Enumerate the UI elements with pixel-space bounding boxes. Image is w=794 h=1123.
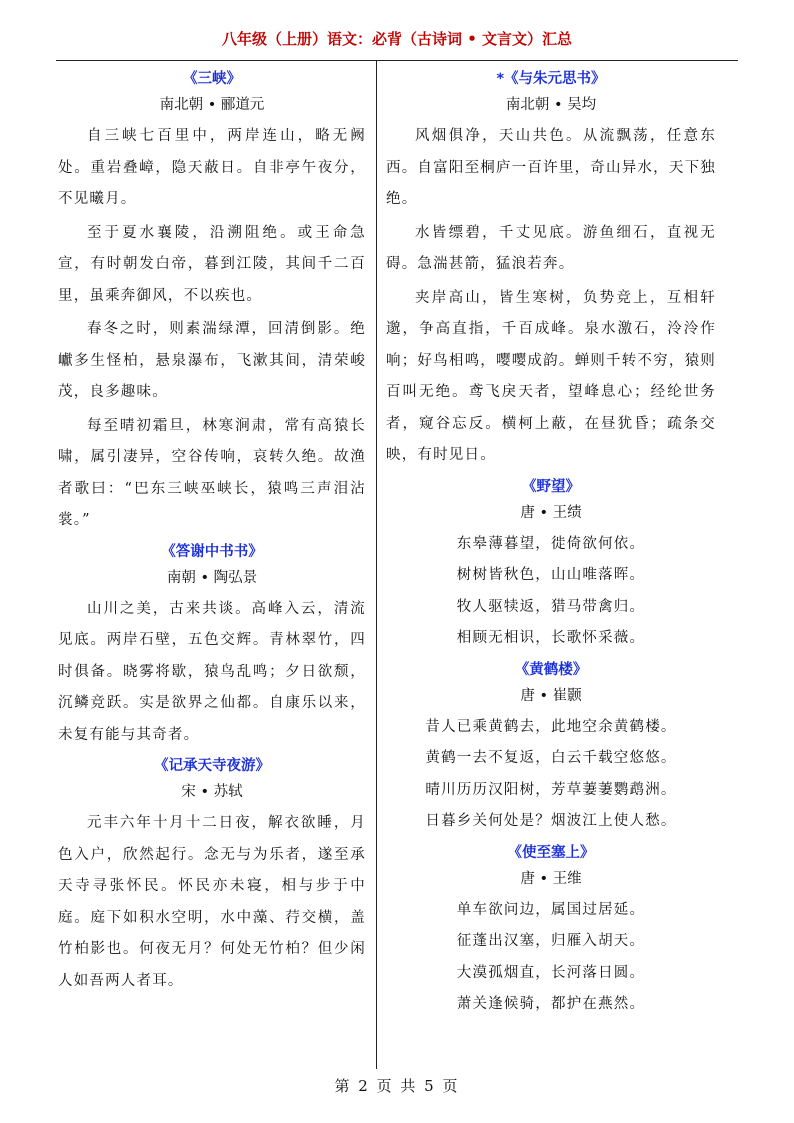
section-daxie <box>58 539 366 752</box>
header-rule <box>56 60 738 61</box>
section-title: 《记承天寺夜游》 <box>154 758 270 774</box>
section-author: 宋 • 苏轼 <box>181 784 243 800</box>
section-author: 南北朝 • 郦道元 <box>159 97 265 113</box>
poem-line: 晴川历历汉阳树，芳草萋萋鹦鹉洲。 <box>425 781 677 798</box>
section-author: 南北朝 • 吴均 <box>505 97 597 113</box>
poem-line: 征蓬出汉塞，归雁入胡天。 <box>456 933 646 949</box>
paragraph: 风烟俱净，天山共色。从流飘荡，任意东西。自富阳至桐庐一百许里，奇山异水，天下独绝。 <box>386 128 716 207</box>
poem-line: 日暮乡关何处是？烟波江上使人愁。 <box>425 813 677 829</box>
section-author: 唐 • 崔颢 <box>520 687 582 704</box>
poem-line: 东皋薄暮望，徙倚欲何依。 <box>456 535 646 552</box>
poem-line: 单车欲问边，属国过居延。 <box>456 901 646 918</box>
section-title: 《使至塞上》 <box>507 844 595 861</box>
poem-line: 牧人驱犊返，猎马带禽归。 <box>456 598 646 615</box>
section-huanghelou <box>386 657 716 838</box>
paragraph: 至于夏水襄陵，沿溯阻绝。或王命急宣，有时朝发白帝，暮到江陵，其间千二百里，虽乘奔御风，不以疾也。 <box>58 224 366 304</box>
section-author: 南朝 • 陶弘景 <box>166 569 258 586</box>
column-divider <box>376 61 377 1069</box>
section-title: 《答谢中书书》 <box>161 543 263 560</box>
paragraph: 水皆缥碧，千丈见底。游鱼细石，直视无碍。急湍甚箭，猛浪若奔。 <box>386 224 716 272</box>
poem-line: 大漠孤烟直，长河落日圆。 <box>456 964 646 981</box>
page-header-title: 八年级（上册）语文：必背（古诗词 • 文言文）汇总 <box>221 30 573 48</box>
section-zhuyuansi <box>386 66 716 472</box>
section-author: 唐 • 王绩 <box>520 504 582 521</box>
right-column <box>386 66 716 1023</box>
section-chengtian <box>58 753 366 997</box>
paragraph: 自三峡七百里中，两岸连山，略无阙处。重岩叠嶂，隐天蔽日。自非亭午夜分，不见曦月。 <box>58 128 366 207</box>
left-column <box>58 66 366 999</box>
paragraph: 山川之美，古来共谈。高峰入云，清流见底。两岸石壁，五色交辉。青林翠竹，四时俱备。晓雾将歇，猿鸟乱鸣；夕日欲颓，沉鳞竞跃。实是欲界之仙都。自康乐以来，未复有能与其奇者。 <box>58 600 366 743</box>
paragraph: 夹岸高山，皆生寒树，负势竞上，互相轩邈，争高直指，千百成峰。泉水激石，泠泠作响；好鸟相鸣，嘤嘤成韵。蝉则千转不穷，猿则百叫无绝。鸢飞戾天者，望峰息心；经纶世务者，窥谷忘反。横柯上蔽，在昼犹昏；疏条交映，有时见日。 <box>386 289 716 463</box>
paragraph: 春冬之时，则素湍绿潭，回清倒影。绝巘多生怪柏，悬泉瀑布，飞漱其间，清荣峻茂，良多趣味。 <box>58 321 366 400</box>
section-title: *《与朱元思书》 <box>496 71 606 87</box>
section-sanxia <box>58 66 366 537</box>
poem-line: 黄鹤一去不复返，白云千载空悠悠。 <box>425 750 677 766</box>
paragraph: 元丰六年十月十二日夜，解衣欲睡，月色入户，欣然起行。念无与为乐者，遂至承天寺寻张怀民。怀民亦未寝，相与步于中庭。庭下如积水空明，水中藻、荇交横，盖竹柏影也。何夜无月？何处无竹柏？但少闲人如吾两人者耳。 <box>58 815 366 989</box>
poem-line: 萧关逢候骑，都护在燕然。 <box>456 996 646 1012</box>
section-title: 《黄鹤楼》 <box>514 661 588 678</box>
poem-line: 相顾无相识，长歌怀采薇。 <box>456 630 646 646</box>
section-author: 唐 • 王维 <box>520 870 582 887</box>
paragraph: 每至晴初霜旦，林寒涧肃，常有高猿长啸，属引凄异，空谷传响，哀转久绝。故渔者歌曰：“巴东三峡巫峡长，猿鸣三声泪沾裳。” <box>58 417 366 528</box>
section-yewang <box>386 474 716 655</box>
page-number: 第 2 页 共 5 页 <box>334 1077 460 1095</box>
section-title: 《野望》 <box>522 478 580 495</box>
section-title: 《三峡》 <box>183 71 241 87</box>
poem-line: 树树皆秋色，山山唯落晖。 <box>456 567 646 583</box>
poem-line: 昔人已乘黄鹤去，此地空余黄鹤楼。 <box>425 718 677 735</box>
section-shizhisaishang <box>386 840 716 1021</box>
